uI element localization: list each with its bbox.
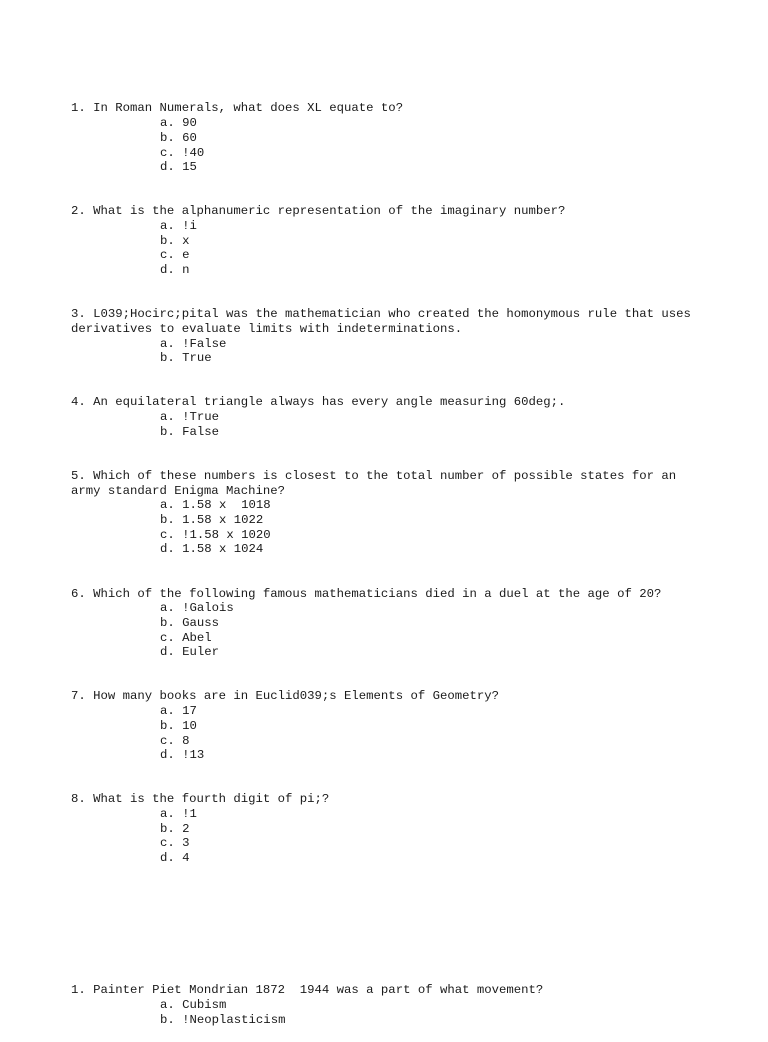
question-text: 4. An equilateral triangle always has every angle measuring 60deg;. bbox=[71, 395, 566, 410]
answer-option: b. True bbox=[160, 351, 212, 366]
answer-option: b. Gauss bbox=[160, 615, 220, 630]
question-item bbox=[71, 469, 701, 557]
question-item bbox=[71, 983, 701, 1027]
answer-option: a. !1 bbox=[160, 807, 197, 822]
question-item bbox=[71, 204, 701, 278]
answer-option: c. Abel bbox=[160, 630, 212, 645]
question-text: 1. Painter Piet Mondrian 1872 1944 was a part of what movement? bbox=[71, 983, 544, 998]
question-text: 7. How many books are in Euclid039;s Elements of Geometry? bbox=[71, 689, 500, 704]
question-text: 1. In Roman Numerals, what does XL equate to? bbox=[71, 101, 404, 116]
answer-option: b. 60 bbox=[160, 130, 197, 145]
answer-option: b. !Neoplasticism bbox=[160, 1012, 286, 1027]
question-spacer bbox=[71, 440, 701, 469]
answer-option: a. !False bbox=[160, 336, 227, 351]
question-item bbox=[71, 587, 701, 661]
answer-option: a. Cubism bbox=[160, 998, 227, 1013]
question-text: 6. Which of the following famous mathematicians died in a duel at the age of 20? bbox=[71, 586, 662, 601]
question-item bbox=[71, 792, 701, 866]
question-text: 5. Which of these numbers is closest to the total number of possible states for an army standard Enigma Machine? bbox=[71, 468, 684, 498]
quiz-section-math bbox=[71, 101, 701, 865]
quiz-section-art bbox=[71, 983, 701, 1027]
answer-option: d. 4 bbox=[160, 851, 190, 866]
answer-option: a. 17 bbox=[160, 704, 197, 719]
question-item bbox=[71, 395, 701, 439]
question-spacer bbox=[71, 366, 701, 395]
answer-option: c. !40 bbox=[160, 145, 205, 160]
answer-options bbox=[71, 704, 701, 763]
answer-options bbox=[71, 337, 701, 366]
question-item bbox=[71, 307, 701, 366]
question-spacer bbox=[71, 763, 701, 792]
answer-option: d. 15 bbox=[160, 160, 197, 175]
question-spacer bbox=[71, 557, 701, 586]
question-item bbox=[71, 101, 701, 175]
answer-option: a. !i bbox=[160, 219, 197, 234]
answer-options bbox=[71, 998, 701, 1027]
answer-options bbox=[71, 116, 701, 175]
answer-option: d. 1.58 x 1024 bbox=[160, 542, 264, 557]
answer-option: a. 1.58 x 1018 bbox=[160, 498, 271, 513]
answer-option: d. Euler bbox=[160, 645, 220, 660]
answer-option: b. 2 bbox=[160, 821, 190, 836]
question-text: 8. What is the fourth digit of pi;? bbox=[71, 792, 330, 807]
answer-option: a. 90 bbox=[160, 116, 197, 131]
answer-option: d. !13 bbox=[160, 748, 205, 763]
answer-option: d. n bbox=[160, 263, 190, 278]
answer-option: c. !1.58 x 1020 bbox=[160, 527, 271, 542]
section-divider-space bbox=[71, 895, 701, 954]
answer-option: b. 1.58 x 1022 bbox=[160, 513, 264, 528]
answer-options bbox=[71, 498, 701, 557]
answer-option: a. !Galois bbox=[160, 601, 234, 616]
question-spacer bbox=[71, 175, 701, 204]
answer-option: c. e bbox=[160, 248, 190, 263]
quiz-document bbox=[71, 72, 701, 1042]
answer-option: a. !True bbox=[160, 410, 220, 425]
answer-options bbox=[71, 601, 701, 660]
answer-options bbox=[71, 410, 701, 439]
question-spacer bbox=[71, 660, 701, 689]
question-text: 3. L039;Hocirc;pital was the mathematician who created the homonymous rule that uses derivatives to evaluate limits with indeterminations. bbox=[71, 307, 699, 336]
question-text: 2. What is the alphanumeric representation of the imaginary number? bbox=[71, 204, 566, 219]
answer-option: c. 3 bbox=[160, 836, 190, 851]
answer-option: b. x bbox=[160, 233, 190, 248]
answer-options bbox=[71, 807, 701, 866]
answer-option: b. 10 bbox=[160, 718, 197, 733]
question-item bbox=[71, 689, 701, 763]
answer-options bbox=[71, 219, 701, 278]
answer-option: c. 8 bbox=[160, 733, 190, 748]
question-spacer bbox=[71, 278, 701, 307]
answer-option: b. False bbox=[160, 424, 220, 439]
